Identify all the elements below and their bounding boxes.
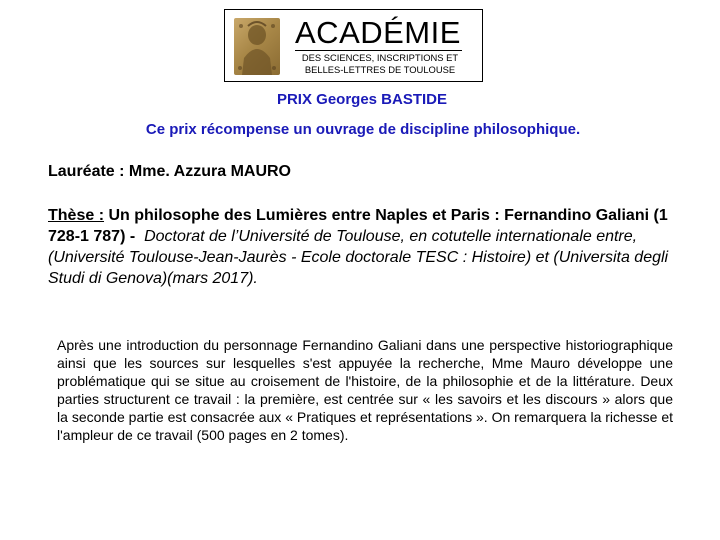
- summary-paragraph: Après une introduction du personnage Fernandino Galiani dans une perspective historiographique ainsi que les sources sur lesquelles s'est appuyée la recherche, Mme Mauro développe une problématique qui se situe au croisement de l'histoire, de la philosophie et de la littérature. Deux parties structurent ce travail : la première, est centrée sur « les savoirs et les discours » alors que la seconde partie est consacrée aux « Pratiques et représentations ». On remarquera la richesse et l'ampleur de ce travail (500 pages en 2 tomes).: [57, 337, 673, 443]
- laureate-line: Lauréate : Mme. Azzura MAURO: [48, 163, 291, 180]
- academy-logo: [224, 9, 483, 82]
- thesis-block: [48, 205, 673, 289]
- thesis-label: Thèse :: [48, 207, 105, 224]
- logo-subtitle-line2: BELLES-LETTRES DE TOULOUSE: [304, 64, 456, 75]
- logo-divider: [295, 50, 462, 51]
- logo-subtitle-line1: DES SCIENCES, INSCRIPTIONS ET: [301, 52, 459, 63]
- prize-description: Ce prix récompense un ouvrage de discipline philosophique.: [145, 121, 581, 138]
- bust-emblem-icon: [234, 18, 280, 75]
- thesis-title: Un philosophe des Lumières entre Naples et Paris : Fernandino Galiani (1 728-1 787) -: [48, 207, 668, 245]
- prize-title: PRIX Georges BASTIDE: [276, 91, 448, 108]
- thesis-detail: Doctorat de l’Université de Toulouse, en cotutelle internationale entre, (Université Toulouse-Jean-Jaurès - Ecole doctorale TESC : Histoire) et (Universita degli Studi di Genova)(mars 2017).: [48, 228, 669, 287]
- logo-title: ACADÉMIE: [295, 15, 461, 50]
